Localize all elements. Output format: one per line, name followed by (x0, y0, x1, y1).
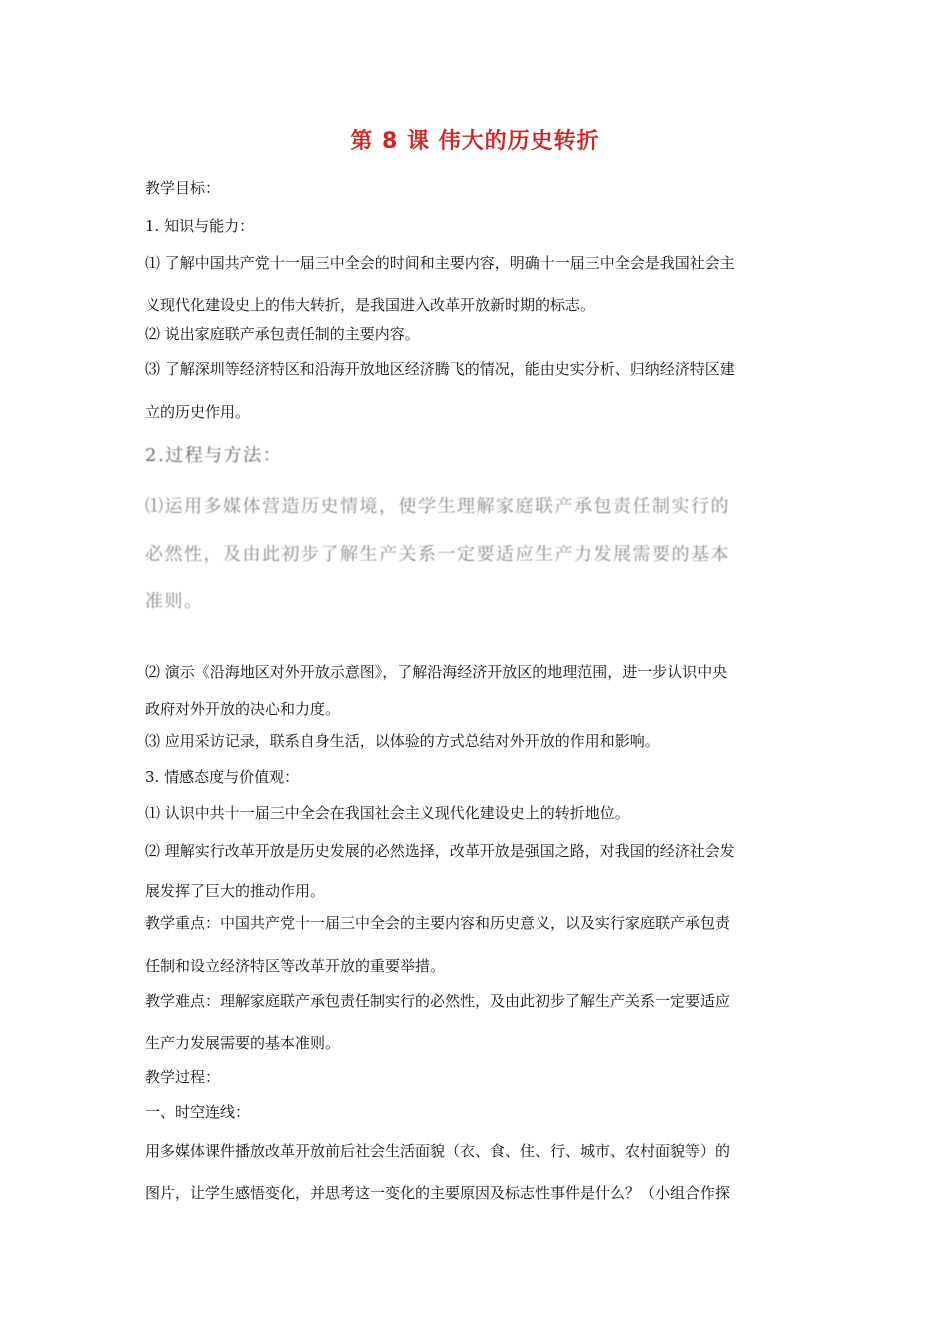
text-line: ⑴ 了解中国共产党十一届三中全会的时间和主要内容，明确十一届三中全会是我国社会主 (145, 254, 735, 272)
text-line: 生产力发展需要的基本准则。 (145, 1034, 341, 1052)
text-line: 教学难点：理解家庭联产承包责任制实行的必然性，及由此初步了解生产关系一定要适应 (145, 992, 731, 1010)
text-line: 展发挥了巨大的推动作用。 (145, 882, 326, 900)
text-line: ⑵ 演示《沿海地区对外开放示意图》，了解沿海经济开放区的地理范围，进一步认识中央 (145, 663, 728, 681)
text-line: ⑵ 理解实行改革开放是历史发展的必然选择，改革开放是强国之路，对我国的经济社会发 (145, 842, 735, 860)
lesson-title: 第 8 课 伟大的历史转折 (350, 129, 600, 154)
text-line: ⑶ 应用采访记录，联系自身生活，以体验的方式总结对外开放的作用和影响。 (145, 732, 660, 750)
text-line: 教学目标： (145, 179, 221, 197)
text-line: 一、时空连线： (145, 1103, 251, 1121)
text-line: 用多媒体课件播放改革开放前后社会生活面貌（衣、食、住、行、城市、农村面貌等）的 (145, 1142, 731, 1160)
text-line: 图片，让学生感悟变化，并思考这一变化的主要原因及标志性事件是什么？（小组合作探 (145, 1184, 731, 1202)
text-line: 义现代化建设史上的伟大转折，是我国进入改革开放新时期的标志。 (145, 296, 596, 314)
text-line: 任制和设立经济特区等改革开放的重要举措。 (145, 957, 446, 975)
text-line: 教学重点：中国共产党十一届三中全会的主要内容和历史意义，以及实行家庭联产承包责 (145, 914, 731, 932)
text-line: 政府对外开放的决心和力度。 (145, 700, 341, 718)
faded-line: ⑴运用多媒体营造历史情境，使学生理解家庭联产承包责任制实行的 (145, 497, 730, 517)
text-line: 3. 情感态度与价值观： (145, 768, 300, 786)
text-line: ⑴ 认识中共十一届三中全会在我国社会主义现代化建设史上的转折地位。 (145, 804, 630, 822)
faded-line: 必然性，及由此初步了解生产关系一定要适应生产力发展需要的基本 (145, 545, 730, 565)
text-line: 1. 知识与能力： (145, 217, 255, 235)
text-line: 教学过程： (145, 1068, 221, 1086)
text-line: ⑵ 说出家庭联产承包责任制的主要内容。 (145, 325, 420, 343)
text-line: 立的历史作用。 (145, 403, 251, 421)
faded-heading: 2.过程与方法： (145, 446, 283, 466)
faded-line: 准则。 (145, 592, 204, 612)
text-line: ⑶ 了解深圳等经济特区和沿海开放地区经济腾飞的情况，能由史实分析、归纳经济特区建 (145, 360, 735, 378)
